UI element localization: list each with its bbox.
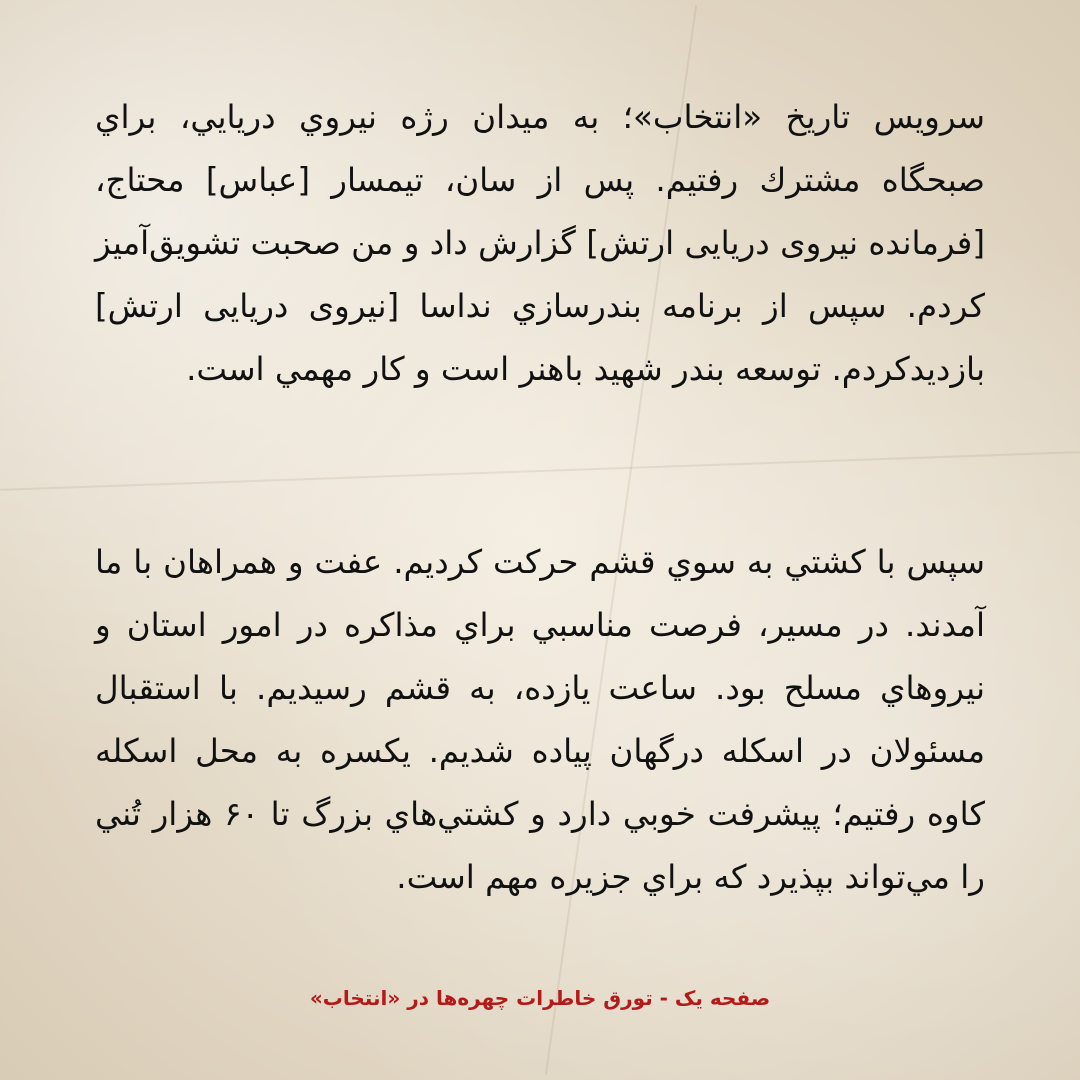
- memoir-paragraph-1: سرويس تاريخ «انتخاب»؛ به ميدان رژه نيروي دريايي، براي صبحگاه مشترك رفتيم. پس از سان، تيمسار [عباس] محتاج، [فرمانده نیروی دریایی ارتش] گزارش داد و من صحبت تشويق‌آميز كردم. سپس از برنامه بندرسازي نداسا [نیروی دریایی ارتش] بازديدكردم. توسعه بندر شهيد باهنر است و كار مهمي است.: [95, 98, 985, 388]
- memoir-paragraph-2: سپس با كشتي به سوي قشم حركت كرديم. عفت و همراهان با ما آمدند. در مسير، فرصت مناسبي براي مذاكره در امور استان و نيروهاي مسلح بود. ساعت يازده، به قشم رسيديم. با استقبال مسئولان در اسكله درگهان پياده شديم. يكسره به محل اسكله كاوه رفتيم؛ پيشرفت خوبي دارد و كشتي‌هاي بزرگ تا ۶۰ هزار تُني را مي‌تواند بپذيرد كه براي جزيره مهم است.: [95, 543, 985, 896]
- footer-caption: صفحه یک - تورق خاطرات چهره‌ها در «انتخاب»: [309, 986, 771, 1010]
- paper-crease: [0, 451, 1079, 491]
